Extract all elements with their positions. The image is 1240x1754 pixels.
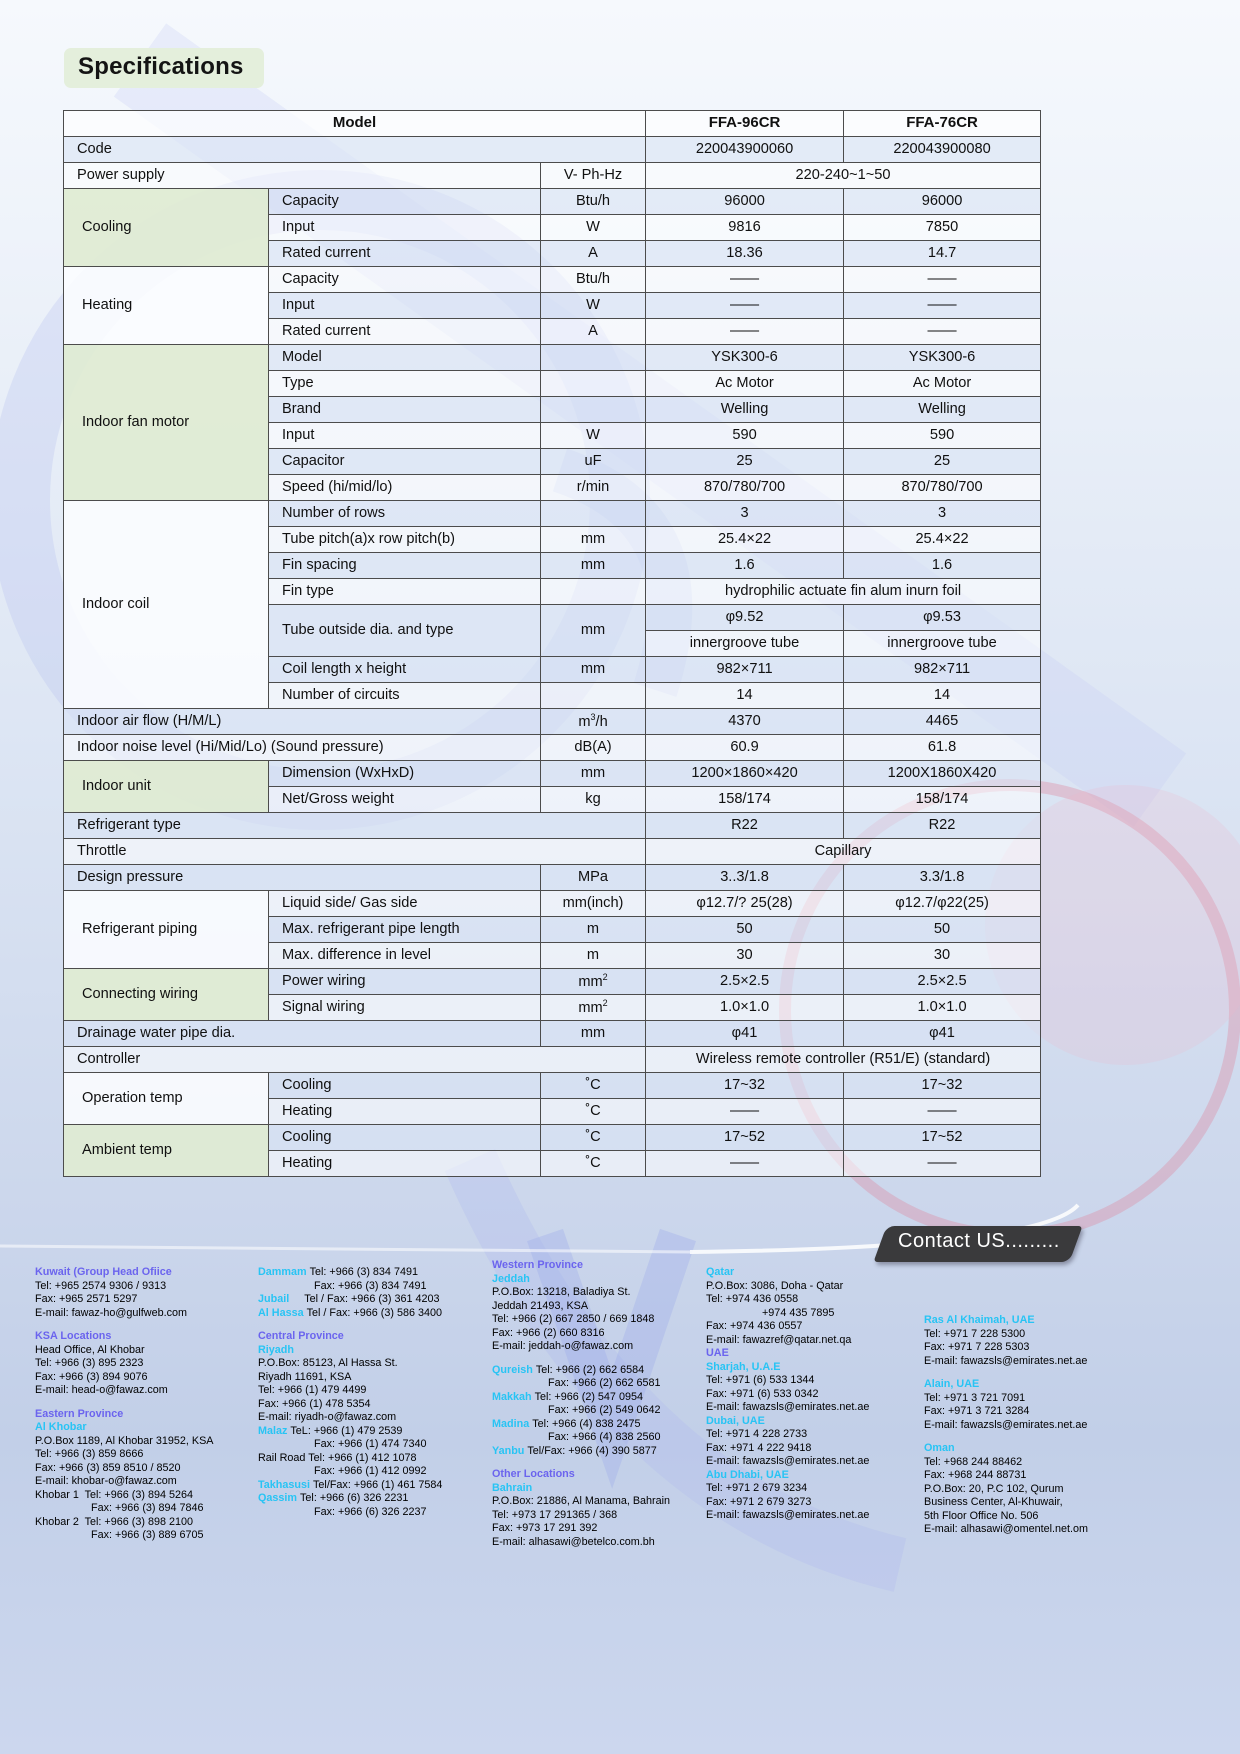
footer-location-name: Qureish (492, 1363, 536, 1376)
footer-line: P.O.Box: 21886, Al Manama, Bahrain (492, 1495, 671, 1507)
unit-cell: Btu/h (541, 267, 646, 293)
footer-location-name: Bahrain (492, 1481, 533, 1494)
unit-cell: MPa (541, 865, 646, 891)
footer-line: Makkah Tel: +966 (2) 547 0954 (492, 1390, 643, 1403)
group-cell: Refrigerant piping (64, 891, 269, 969)
footer-line: Fax: +971 4 222 9418 (706, 1441, 812, 1454)
footer-line: Khobar 2 Tel: +966 (3) 898 2100 (35, 1515, 193, 1528)
value-cell: 982×711 (646, 657, 844, 683)
table-row (64, 735, 1041, 761)
row-label-cell: Type (269, 371, 541, 397)
row-label-cell: Max. refrigerant pipe length (269, 917, 541, 943)
row-label-cell: Throttle (64, 839, 646, 865)
footer-line: P.O.Box: 85123, Al Hassa St. (258, 1357, 398, 1369)
footer-location-name: Abu Dhabi, UAE (706, 1468, 789, 1481)
value-cell: 7850 (844, 215, 1041, 241)
footer-section-heading: Other Locations (492, 1468, 575, 1480)
value-cell: 61.8 (844, 735, 1041, 761)
footer-section-heading: UAE (706, 1347, 729, 1359)
footer-gap (924, 1368, 1152, 1378)
value-cell: 96000 (646, 189, 844, 215)
value-cell: φ12.7/? 25(28) (646, 891, 844, 917)
unit-cell: m (541, 943, 646, 969)
row-label-cell: Number of rows (269, 501, 541, 527)
footer-line: Al Hassa Tel / Fax: +966 (3) 586 3400 (258, 1306, 442, 1319)
footer-line: Fax: +966 (1) 478 5354 (258, 1397, 371, 1410)
footer-line: E-mail: alhasawi@omentel.net.om (924, 1523, 1088, 1535)
footer-line: Qassim Tel: +966 (6) 326 2231 (258, 1492, 409, 1504)
footer-location-name: Malaz (258, 1424, 291, 1437)
footer-gap (492, 1458, 704, 1468)
row-label-cell: Cooling (269, 1073, 541, 1099)
footer-line: Tel: +971 2 679 3234 (706, 1482, 808, 1494)
value-cell: R22 (844, 813, 1041, 839)
group-cell: Connecting wiring (64, 969, 269, 1021)
unit-cell: mm (541, 553, 646, 579)
footer-column (35, 1266, 247, 1543)
footer-line: Fax: +971 7 228 5303 (924, 1341, 1030, 1353)
value-cell: 9816 (646, 215, 844, 241)
unit-cell: ˚C (541, 1099, 646, 1125)
footer-line: E-mail: fawazsls@emirates.net.ae (924, 1354, 1088, 1367)
footer-line: +974 435 7895 (762, 1306, 835, 1319)
row-label-cell: Design pressure (64, 865, 541, 891)
footer-line: Fax: +965 2571 5297 (35, 1293, 138, 1305)
row-label-cell: Capacity (269, 267, 541, 293)
row-label-cell: Fin type (269, 579, 541, 605)
value-cell: 3 (646, 501, 844, 527)
row-label-cell: Drainage water pipe dia. (64, 1021, 541, 1047)
value-cell: —— (646, 1099, 844, 1125)
value-cell: hydrophilic actuate fin alum inurn foil (646, 579, 1041, 605)
unit-cell: m (541, 917, 646, 943)
row-label-cell: Heating (269, 1099, 541, 1125)
footer-line: Tel: +971 (6) 533 1344 (706, 1374, 815, 1386)
value-cell: innergroove tube (646, 631, 844, 657)
row-label-cell: Input (269, 423, 541, 449)
footer-line: Fax: +968 244 88731 (924, 1469, 1027, 1481)
value-cell: —— (844, 267, 1041, 293)
footer-line: Malaz TeL: +966 (1) 479 2539 (258, 1424, 403, 1437)
unit-cell: mm (541, 761, 646, 787)
footer-location-name: Madina (492, 1417, 533, 1430)
row-label-cell: Liquid side/ Gas side (269, 891, 541, 917)
specifications-table (63, 110, 1041, 1177)
unit-cell (541, 397, 646, 423)
footer-line: E-mail: fawazsls@emirates.net.ae (706, 1401, 870, 1413)
value-cell: 60.9 (646, 735, 844, 761)
footer-line: P.O.Box: 3086, Doha - Qatar (706, 1279, 844, 1292)
unit-cell: ˚C (541, 1151, 646, 1177)
value-cell: Welling (646, 397, 844, 423)
footer-line: Fax: +966 (3) 834 7491 (314, 1279, 427, 1292)
table-row (64, 1073, 1041, 1099)
group-cell: Cooling (64, 189, 269, 267)
footer-section-heading: KSA Locations (35, 1330, 112, 1342)
value-cell: 4370 (646, 709, 844, 735)
value-cell: 1.0×1.0 (844, 995, 1041, 1021)
row-label-cell: Input (269, 215, 541, 241)
footer-line: P.O.Box: 13218, Baladiya St. (492, 1286, 631, 1298)
footer-line: Fax: +966 (6) 326 2237 (314, 1505, 427, 1518)
footer-line: Fax: +966 (3) 859 8510 / 8520 (35, 1461, 181, 1474)
row-label-cell: Cooling (269, 1125, 541, 1151)
footer-location-name: Riyadh (258, 1343, 294, 1356)
value-cell: 50 (646, 917, 844, 943)
value-cell: innergroove tube (844, 631, 1041, 657)
value-cell: 3..3/1.8 (646, 865, 844, 891)
unit-cell: dB(A) (541, 735, 646, 761)
footer-section-heading: Kuwait (Group Head Ofiice (35, 1266, 172, 1278)
group-cell: Indoor unit (64, 761, 269, 813)
footer-line: Fax: +966 (1) 412 0992 (314, 1465, 427, 1477)
table-row (64, 1047, 1041, 1073)
footer-location-name: Yanbu (492, 1444, 528, 1457)
row-label-cell: Rated current (269, 241, 541, 267)
value-cell: 982×711 (844, 657, 1041, 683)
footer-line: Tel: +973 17 291365 / 368 (492, 1508, 618, 1521)
footer-line: Qureish Tel: +966 (2) 662 6584 (492, 1363, 645, 1376)
value-cell: 220043900080 (844, 137, 1041, 163)
footer-gap (492, 1354, 704, 1364)
unit-cell: r/min (541, 475, 646, 501)
row-label-cell: Model (269, 345, 541, 371)
value-cell: YSK300-6 (646, 345, 844, 371)
footer-location-name: Oman (924, 1442, 955, 1454)
footer-line: E-mail: fawazsls@emirates.net.ae (706, 1509, 870, 1521)
footer-location-name: Qatar (706, 1266, 735, 1278)
unit-cell (541, 683, 646, 709)
row-label-cell: Indoor noise level (Hi/Mid/Lo) (Sound pressure) (64, 735, 541, 761)
row-label-cell: Capacitor (269, 449, 541, 475)
table-row (64, 969, 1041, 995)
unit-cell: A (541, 319, 646, 345)
value-cell: 25 (646, 449, 844, 475)
footer-column (492, 1259, 704, 1549)
value-cell: YSK300-6 (844, 345, 1041, 371)
value-cell: 14 (646, 683, 844, 709)
footer-line: E-mail: riyadh-o@fawaz.com (258, 1411, 397, 1423)
row-label-cell: Controller (64, 1047, 646, 1073)
row-label-cell: Number of circuits (269, 683, 541, 709)
specifications-table-wrap (63, 110, 1040, 1177)
value-cell: —— (646, 267, 844, 293)
value-cell: φ9.52 (646, 605, 844, 631)
footer-line: Fax: +974 436 0557 (706, 1320, 803, 1332)
unit-cell: $mm^2$ (541, 969, 646, 995)
value-cell: 17~32 (844, 1073, 1041, 1099)
group-cell: Indoor coil (64, 501, 269, 709)
value-cell: 25.4×22 (844, 527, 1041, 553)
group-cell: Operation temp (64, 1073, 269, 1125)
value-cell: 25.4×22 (646, 527, 844, 553)
value-cell: —— (844, 1151, 1041, 1177)
unit-cell: $m^3/h$ (541, 709, 646, 735)
value-cell: 4465 (844, 709, 1041, 735)
footer-line: E-mail: fawazref@qatar.net.qa (706, 1333, 852, 1346)
row-label-cell: Input (269, 293, 541, 319)
value-cell: 17~52 (844, 1125, 1041, 1151)
footer-location-name: Ras Al Khaimah, UAE (924, 1314, 1035, 1326)
footer-line: Tel: +966 (1) 479 4499 (258, 1384, 367, 1396)
footer-line: Tel: +971 3 721 7091 (924, 1391, 1026, 1404)
footer-line: E-mail: jeddah-o@fawaz.com (492, 1340, 634, 1352)
unit-cell: mm (541, 605, 646, 657)
footer-column (258, 1266, 486, 1519)
value-cell: —— (646, 1151, 844, 1177)
value-cell: 1.0×1.0 (646, 995, 844, 1021)
footer-line: Yanbu Tel/Fax: +966 (4) 390 5877 (492, 1444, 657, 1457)
value-cell: Wireless remote controller (R51/E) (standard) (646, 1047, 1041, 1073)
row-label-cell: Heating (269, 1151, 541, 1177)
value-cell: 17~32 (646, 1073, 844, 1099)
value-cell: —— (844, 293, 1041, 319)
footer-line: E-mail: fawazsls@emirates.net.ae (706, 1455, 870, 1467)
unit-cell: Btu/h (541, 189, 646, 215)
value-cell: 1.6 (646, 553, 844, 579)
value-cell: φ12.7/φ22(25) (844, 891, 1041, 917)
value-cell: —— (646, 293, 844, 319)
footer-location-name: Qassim (258, 1492, 301, 1504)
footer-line: 5th Floor Office No. 506 (924, 1509, 1039, 1522)
table-row (64, 163, 1041, 189)
footer-line: Fax: +966 (4) 838 2560 (548, 1431, 661, 1443)
footer-location-name: Makkah (492, 1390, 535, 1403)
table-row (64, 761, 1041, 787)
unit-cell: kg (541, 787, 646, 813)
value-cell: 870/780/700 (844, 475, 1041, 501)
row-label-cell: Signal wiring (269, 995, 541, 1021)
row-label-cell: Max. difference in level (269, 943, 541, 969)
footer-location-name: Jeddah (492, 1272, 530, 1285)
unit-cell (541, 501, 646, 527)
footer-line: Dammam Tel: +966 (3) 834 7491 (258, 1266, 418, 1278)
group-cell: Ambient temp (64, 1125, 269, 1177)
value-cell: 220-240~1~50 (646, 163, 1041, 189)
value-cell: 158/174 (844, 787, 1041, 813)
footer-section-heading: Eastern Province (35, 1407, 124, 1420)
table-row (64, 501, 1041, 527)
unit-cell: V- Ph-Hz (541, 163, 646, 189)
unit-cell: uF (541, 449, 646, 475)
footer-line: Tel: +974 436 0558 (706, 1293, 799, 1305)
unit-cell: ˚C (541, 1073, 646, 1099)
row-label-cell: Power wiring (269, 969, 541, 995)
unit-cell: mm (541, 527, 646, 553)
group-cell: Indoor fan motor (64, 345, 269, 501)
value-cell: 14 (844, 683, 1041, 709)
unit-cell: ˚C (541, 1125, 646, 1151)
group-cell: Heating (64, 267, 269, 345)
value-cell: 17~52 (646, 1125, 844, 1151)
footer-line: E-mail: head-o@fawaz.com (35, 1384, 168, 1396)
footer-location-name: Al Hassa (258, 1306, 307, 1319)
value-cell: 25 (844, 449, 1041, 475)
footer-line: Fax: +966 (1) 474 7340 (314, 1438, 427, 1450)
table-row (64, 839, 1041, 865)
value-cell: 1.6 (844, 553, 1041, 579)
footer-line: P.O.Box 1189, Al Khobar 31952, KSA (35, 1434, 214, 1447)
unit-cell: $mm^2$ (541, 995, 646, 1021)
footer-line: E-mail: khobar-o@fawaz.com (35, 1475, 177, 1487)
value-cell: Welling (844, 397, 1041, 423)
footer-line: E-mail: fawaz-ho@gulfweb.com (35, 1306, 187, 1319)
table-row (64, 137, 1041, 163)
unit-cell: W (541, 215, 646, 241)
table-row (64, 1125, 1041, 1151)
value-cell: —— (646, 319, 844, 345)
footer-line: Khobar 1 Tel: +966 (3) 894 5264 (35, 1488, 193, 1501)
contact-us-badge (880, 1226, 1076, 1262)
footer-line: E-mail: fawazsls@emirates.net.ae (924, 1418, 1088, 1431)
value-cell: Capillary (646, 839, 1041, 865)
footer-location-name: Takhasusi (258, 1478, 314, 1491)
footer-line: Takhasusi Tel/Fax: +966 (1) 461 7584 (258, 1478, 443, 1491)
table-row (64, 189, 1041, 215)
table-row (64, 709, 1041, 735)
footer-line: Tel: +971 4 228 2733 (706, 1428, 808, 1440)
row-label-cell: Refrigerant type (64, 813, 646, 839)
table-row (64, 813, 1041, 839)
footer-line: Fax: +973 17 291 392 (492, 1522, 598, 1534)
unit-cell: mm(inch) (541, 891, 646, 917)
footer-line: Fax: +966 (3) 894 9076 (35, 1370, 148, 1383)
footer-line: Tel: +965 2574 9306 / 9313 (35, 1279, 167, 1292)
row-label-cell: Power supply (64, 163, 541, 189)
footer-line: Tel: +971 7 228 5300 (924, 1327, 1026, 1340)
row-label-cell: Coil length x height (269, 657, 541, 683)
footer-location-name: Al Khobar (35, 1421, 87, 1433)
value-cell: 50 (844, 917, 1041, 943)
row-label-cell: Rated current (269, 319, 541, 345)
footer-line: Madina Tel: +966 (4) 838 2475 (492, 1417, 641, 1430)
footer-line: Fax: +971 (6) 533 0342 (706, 1387, 819, 1400)
footer-location-name: Sharjah, U.A.E (706, 1360, 781, 1373)
footer-line: Tel: +966 (3) 859 8666 (35, 1448, 144, 1460)
table-row (64, 1021, 1041, 1047)
footer-line: Fax: +971 2 679 3273 (706, 1495, 812, 1508)
row-label-cell: Dimension (WxHxD) (269, 761, 541, 787)
value-cell: 590 (646, 423, 844, 449)
footer-location-name: Dammam (258, 1266, 310, 1278)
value-cell: 18.36 (646, 241, 844, 267)
footer-line: Rail Road Tel: +966 (1) 412 1078 (258, 1451, 417, 1464)
contact-us-label: Contact US......... (898, 1230, 1060, 1252)
value-cell: 30 (646, 943, 844, 969)
unit-cell (541, 371, 646, 397)
footer-gap (924, 1432, 1152, 1442)
footer-line: Tel: +966 (2) 667 2850 / 669 1848 (492, 1313, 655, 1325)
footer-line: E-mail: alhasawi@betelco.com.bh (492, 1535, 655, 1548)
value-cell: 3.3/1.8 (844, 865, 1041, 891)
row-label-cell: Brand (269, 397, 541, 423)
footer-location-name: Alain, UAE (924, 1378, 980, 1390)
value-cell: Ac Motor (844, 371, 1041, 397)
footer-location-name: Jubail (258, 1293, 293, 1305)
footer-gap (258, 1320, 486, 1330)
value-cell: φ41 (844, 1021, 1041, 1047)
table-row (64, 891, 1041, 917)
unit-cell: A (541, 241, 646, 267)
value-cell: 2.5×2.5 (844, 969, 1041, 995)
value-cell: 158/174 (646, 787, 844, 813)
value-cell: R22 (646, 813, 844, 839)
row-label-cell: Capacity (269, 189, 541, 215)
footer-line: Tel: +968 244 88462 (924, 1455, 1023, 1468)
unit-cell: mm (541, 1021, 646, 1047)
row-label-cell: Tube pitch(a)x row pitch(b) (269, 527, 541, 553)
footer-line: Tel: +966 (3) 895 2323 (35, 1357, 144, 1369)
footer-gap (35, 1320, 247, 1330)
footer-line: Jeddah 21493, KSA (492, 1299, 589, 1312)
footer-line: Head Office, Al Khobar (35, 1343, 145, 1356)
column-header-cell: Model (64, 111, 646, 137)
footer-column (706, 1266, 920, 1523)
unit-cell (541, 579, 646, 605)
footer-column (924, 1314, 1152, 1537)
value-cell: 1200×1860×420 (646, 761, 844, 787)
footer-location-name: Dubai, UAE (706, 1414, 765, 1427)
footer-line: Fax: +966 (2) 660 8316 (492, 1326, 605, 1339)
table-row (64, 345, 1041, 371)
row-label-cell: Code (64, 137, 646, 163)
table-row (64, 865, 1041, 891)
unit-cell (541, 345, 646, 371)
row-label-cell: Tube outside dia. and type (269, 605, 541, 657)
value-cell: 96000 (844, 189, 1041, 215)
value-cell: 30 (844, 943, 1041, 969)
footer-line: Fax: +966 (3) 894 7846 (91, 1502, 204, 1514)
row-label-cell: Fin spacing (269, 553, 541, 579)
footer-line: Fax: +971 3 721 3284 (924, 1405, 1030, 1417)
footer-section-heading: Central Province (258, 1330, 344, 1342)
footer-line: Fax: +966 (2) 662 6581 (548, 1377, 661, 1389)
footer-line: Fax: +966 (2) 549 0642 (548, 1404, 661, 1416)
value-cell: φ9.53 (844, 605, 1041, 631)
footer-line: P.O.Box: 20, P.C 102, Qurum (924, 1482, 1064, 1495)
unit-cell: W (541, 293, 646, 319)
page-title: Specifications (64, 48, 264, 88)
value-cell: 2.5×2.5 (646, 969, 844, 995)
value-cell: —— (844, 319, 1041, 345)
value-cell: 1200X1860X420 (844, 761, 1041, 787)
column-header-cell: FFA-96CR (646, 111, 844, 137)
value-cell: —— (844, 1099, 1041, 1125)
row-label-cell: Net/Gross weight (269, 787, 541, 813)
value-cell: Ac Motor (646, 371, 844, 397)
unit-cell: mm (541, 657, 646, 683)
unit-cell: W (541, 423, 646, 449)
value-cell: 220043900060 (646, 137, 844, 163)
value-cell: 14.7 (844, 241, 1041, 267)
table-row (64, 267, 1041, 293)
footer-section-heading: Western Province (492, 1259, 584, 1271)
value-cell: 3 (844, 501, 1041, 527)
value-cell: 590 (844, 423, 1041, 449)
footer-gap (35, 1398, 247, 1408)
row-label-cell: Indoor air flow (H/M/L) (64, 709, 541, 735)
column-header-cell: FFA-76CR (844, 111, 1041, 137)
value-cell: φ41 (646, 1021, 844, 1047)
value-cell: 870/780/700 (646, 475, 844, 501)
row-label-cell: Speed (hi/mid/lo) (269, 475, 541, 501)
footer-line: Riyadh 11691, KSA (258, 1370, 352, 1383)
table-row (64, 111, 1041, 137)
footer-line: Jubail Tel / Fax: +966 (3) 361 4203 (258, 1293, 440, 1305)
footer-line: Fax: +966 (3) 889 6705 (91, 1529, 204, 1541)
footer-line: Business Center, Al-Khuwair, (924, 1496, 1063, 1508)
